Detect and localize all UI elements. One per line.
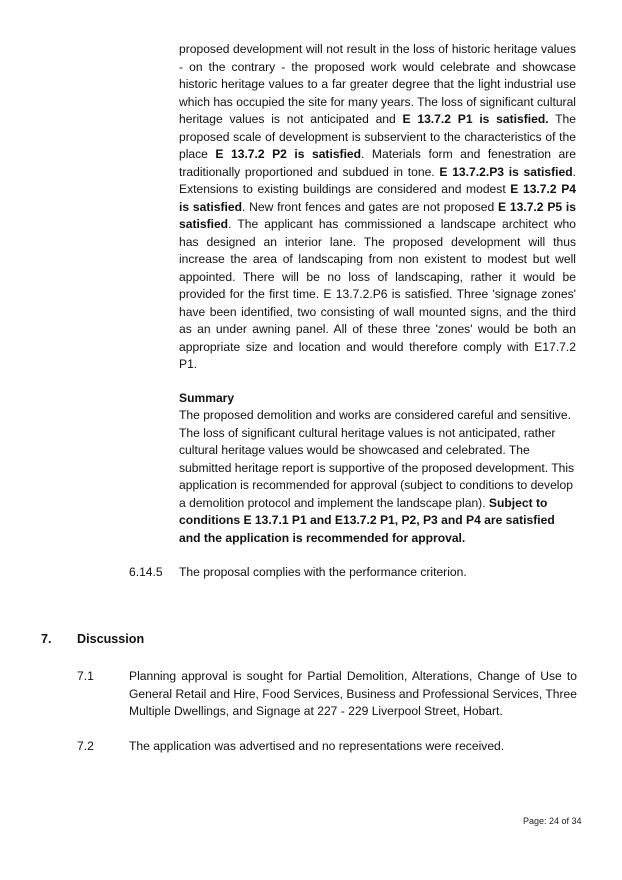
criterion-p1-satisfied: E 13.7.2 P1 is satisfied. — [402, 112, 549, 126]
item-text: The application was advertised and no representations were received. — [129, 739, 505, 753]
paragraph-text: . The applicant has commissioned a landscape architect who has designed an interior lane. The proposed development will thus increase the area of landscaping from non existent to modest but well appointed. There will be no loss of landscaping, rather it would be provided for the first time. E 13.7.2.P6 is satisfied. Three 'signage zones' have been identified, two consisting of wall mounted signs, and the third as an under awning panel. All of these three 'zones' would be both an appropriate size and location and would therefore comply with E17.7.2 P1. — [179, 217, 576, 371]
criterion-p3-satisfied: E 13.7.2.P3 is satisfied — [439, 164, 573, 179]
heritage-assessment-paragraph — [179, 41, 576, 374]
summary-text: The proposed demolition and works are considered careful and sensitive. The loss of significant cultural heritage values is not anticipated, rather cultural heritage values would be showcased and celebrated. The submitted heritage report is supportive of the proposed development. This application is recommended for approval (subject to conditions to develop a demolition protocol and implement the landscape plan). — [179, 408, 575, 510]
section-title: Discussion — [77, 632, 145, 646]
criterion-p2-satisfied: E 13.7.2 P2 is satisfied — [215, 147, 362, 161]
paragraph-text: . Extensions to existing buildings are considered and modest — [179, 164, 576, 196]
summary-conclusion: Subject to conditions E 13.7.1 P1 and E13.7.2 P1, P2, P3 and P4 are satisfied and the application is recommended for approval. — [179, 495, 555, 545]
paragraph-text: The proposed scale of development is subservient to the characteristics of the place — [179, 112, 577, 161]
item-text: Planning approval is sought for Partial Demolition, Alterations, Change of Use to General Retail and Hire, Food Services, Business and Professional Services, Three Multiple Dwellings, and Signage at 227 - 229 Liverpool Street, Hobart. — [129, 669, 577, 718]
paragraph-text: . New front fences and gates are not proposed — [241, 199, 499, 214]
item-number: 7.1 — [77, 669, 94, 683]
paragraph-text: . Materials form and fenestration are traditionally proportioned and subdued in tone. — [179, 147, 576, 179]
item-number: 6.14.5 — [129, 565, 163, 579]
section-number: 7. — [41, 632, 52, 646]
item-number: 7.2 — [77, 739, 94, 753]
page-number: Page: 24 of 34 — [523, 816, 582, 826]
paragraph-text: proposed development will not result in the loss of historic heritage values - on the contrary - the proposed work would celebrate and showcase historic heritage values to a far greater degree that the light industrial use which has occupied the site for many years. The loss of significant cultural heritage values is not anticipated and — [179, 42, 576, 126]
summary-paragraph — [179, 407, 576, 547]
criterion-p5-satisfied: E 13.7.2 P5 is satisfied — [179, 199, 576, 231]
criterion-p4-satisfied: E 13.7.2 P4 is satisfied — [179, 182, 576, 214]
item-text: The proposal complies with the performance criterion. — [179, 565, 467, 579]
summary-heading: Summary — [179, 391, 235, 405]
